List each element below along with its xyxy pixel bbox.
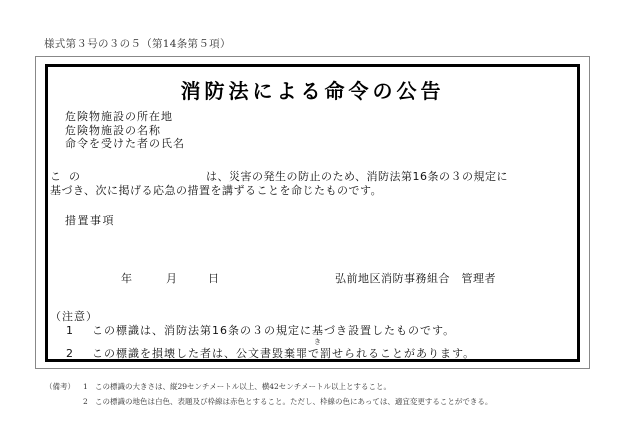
ruby-annotation: き (314, 338, 321, 346)
date-month-label: 月 (166, 272, 177, 285)
remarks-number: 2 (83, 397, 88, 406)
notes-heading: （注意） (50, 310, 98, 323)
note-item (66, 345, 475, 361)
note-number: 1 (66, 324, 74, 337)
note-text: この標識は、消防法第16条の３の規定に基づき設置したものです。 (92, 324, 456, 337)
order-line-1: は、災害の発生の防止のため、消防法第16条の３の規定に (206, 170, 509, 183)
note-item (66, 322, 455, 338)
remarks-item (83, 379, 391, 394)
measures-label: 措置事項 (65, 214, 115, 227)
notice-board (45, 64, 580, 362)
remarks-item (83, 394, 492, 409)
remarks-number: 1 (83, 382, 88, 391)
field-location-label: 危険物施設の所在地 (65, 110, 173, 123)
notice-title: 消防法による命令の公告 (180, 79, 445, 103)
note-number: 2 (66, 347, 74, 360)
field-facility-name-label: 危険物施設の名称 (65, 123, 161, 137)
date-year-label: 年 (121, 272, 132, 285)
field-labels (65, 110, 185, 151)
remarks-text: この標識の大きさは、縦29センチメートル以上、横42センチメートル以上とすること。 (95, 382, 391, 391)
order-line-2: 基づき、次に掲げる応急の措置を講ずることを命じたものです。 (50, 183, 383, 197)
administrator-label: 弘前地区消防事務組合 管理者 (335, 272, 496, 285)
remarks-heading: （備考） (45, 382, 75, 391)
order-text (50, 170, 509, 197)
remarks-text: この標識の地色は白色、表題及び枠線は赤色とすること。ただし、枠線の色にあっては、適宜変更することができる。 (95, 397, 493, 406)
date-day-label: 日 (208, 272, 219, 285)
form-number: 様式第３号の３の５（第14条第５項） (44, 38, 231, 50)
field-recipient-name-label: 命令を受けた者の氏名 (65, 137, 185, 150)
note-text: この標識を損壊した者は、公文書毀棄罪で罰せられることがあります。 (92, 347, 476, 360)
order-this: この (50, 170, 88, 183)
